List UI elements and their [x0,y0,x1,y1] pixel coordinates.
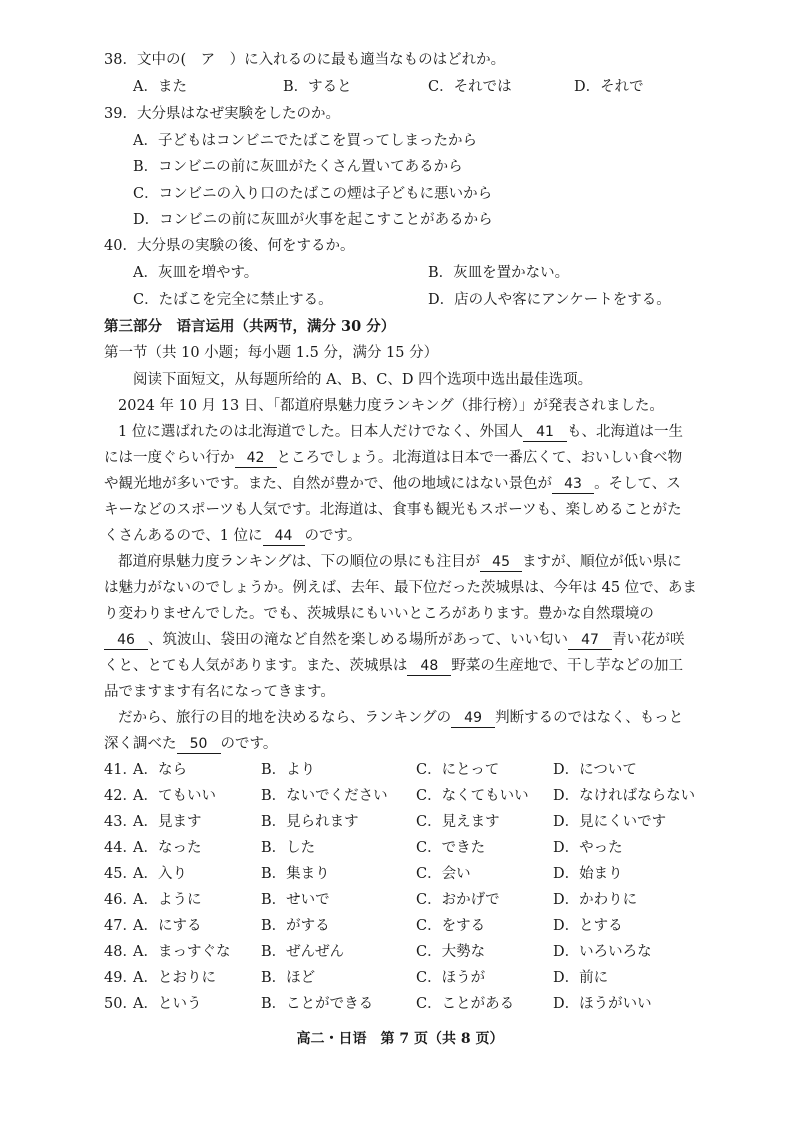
choice-d: D．いろいろな [553,944,652,960]
passage-text: や観光地が多いです。また、自然が豊かで、他の地域にはない景色が [104,476,553,492]
choice-a: A．なった [133,840,202,856]
choice-c: C．見えます [416,814,500,830]
passage-line-2 [118,422,683,442]
blank-45: 45 [480,553,522,572]
choice-a: A．という [133,996,202,1012]
choice-number: 41． [104,762,137,778]
passage-text: 都道府県魅力度ランキングは、下の順位の県にも注目が [118,554,481,570]
choice-d: D．とする [553,918,623,934]
choice-number: 44． [104,840,137,856]
choice-number: 50． [104,996,137,1012]
passage-line-6 [104,526,361,546]
q40-option-a: A．灰皿を増やす。 [133,265,259,281]
q38-option-b: B．すると [283,79,352,95]
q39-stem: 39．大分県はなぜ実験をしたのか。 [104,106,340,122]
q40-option-c: C．たばこを完全に禁止する。 [133,292,333,308]
choice-d: D．始まり [553,866,623,882]
choice-c: C．大勢な [416,944,486,960]
choice-b: B．見られます [261,814,359,830]
choice-number: 46． [104,892,137,908]
choice-c: C．なくてもいい [416,788,529,804]
passage-line-3 [104,448,682,468]
passage-text: 野菜の生産地で、干し芋などの加工 [451,658,684,674]
choice-a: A．にする [133,918,202,934]
choice-a: A．とおりに [133,970,216,986]
passage-text: のです。 [220,736,278,752]
q39-option-d: D．コンビニの前に灰皿が火事を起こすことがあるから [133,212,493,228]
passage-text: 、筑波山、袋田の滝など自然を楽しめる場所があって、いい匂い [148,632,569,648]
passage-text: のです。 [304,528,362,544]
blank-47: 47 [568,631,612,650]
passage-text: ますが、順位が低い県に [522,554,682,570]
passage-line-11 [104,656,683,676]
q39-option-b: B．コンビニの前に灰皿がたくさん置いてあるから [133,159,463,175]
choice-c: C．をする [416,918,486,934]
q38-option-d: D．それで [574,79,644,95]
passage-text: 。そして、ス [594,476,681,492]
choice-c: C．にとって [416,762,500,778]
choice-b: B．ぜんぜん [261,944,345,960]
blank-43: 43 [552,475,594,494]
instruction: 阅读下面短文，从每题所给的 A、B、C、D 四个选项中选出最佳选项。 [133,372,593,388]
choice-a: A．てもいい [133,788,216,804]
passage-text: には一度ぐらい行か [104,450,235,466]
choice-number: 49． [104,970,137,986]
passage-text: 深く調べた [104,736,177,752]
passage-text: くと、とても人気があります。また、茨城県は [104,658,408,674]
passage-line-9: り変わりませんでした。でも、茨城県にもいいところがあります。豊かな自然環境の [104,606,654,622]
section1-heading: 第一节（共 10 小题；每小题 1.5 分，满分 15 分） [104,345,439,361]
passage-line-1: 2024 年 10 月 13 日、「都道府県魅力度ランキング（排行榜）」が発表されました。 [118,398,664,414]
passage-line-7 [118,552,682,572]
blank-42: 42 [235,449,277,468]
choice-b: B．より [261,762,316,778]
passage-text: 1 位に選ばれたのは北海道でした。日本人だけでなく、外国人 [118,424,524,440]
q39-option-a: A．子どもはコンビニでたばこを買ってしまったから [133,133,477,149]
choice-b: B．した [261,840,316,856]
choice-d: D．かわりに [553,892,638,908]
q40-stem: 40．大分県の実験の後、何をするか。 [104,238,355,254]
choice-c: C．ほうが [416,970,486,986]
choice-c: C．できた [416,840,486,856]
q40-option-b: B．灰皿を置かない。 [428,265,570,281]
passage-text: ところでしょう。北海道は日本で一番広くて、おいしい食べ物 [276,450,683,466]
choice-d: D．について [553,762,637,778]
passage-line-4 [104,474,681,494]
blank-50: 50 [177,735,221,754]
passage-line-14 [104,734,277,754]
part3-heading: 第三部分 语言运用（共两节，满分 30 分） [104,318,396,335]
passage-text: だから、旅行の目的地を決めるなら、ランキングの [118,710,452,726]
choice-b: B．せいで [261,892,330,908]
choice-b: B．ほど [261,970,316,986]
choice-d: D．ほうがいい [553,996,652,1012]
choice-c: C．ことがある [416,996,515,1012]
blank-46: 46 [104,631,148,650]
passage-text: くさんあるので、1 位に [104,528,263,544]
choice-c: C．おかげで [416,892,500,908]
choice-number: 43． [104,814,137,830]
passage-line-13 [118,708,683,728]
choice-a: A．入り [133,866,187,882]
choice-b: B．がする [261,918,330,934]
passage-text: 判断するのではなく、もっと [495,710,684,726]
choice-d: D．なければならない [553,788,696,804]
passage-text: 青い花が咲 [612,632,685,648]
choice-b: B．ないでください [261,788,388,804]
choice-number: 47． [104,918,137,934]
choice-b: B．ことができる [261,996,374,1012]
choice-d: D．見にくいです [553,814,667,830]
q38-stem: 38．文中の( ア ）に入れるのに最も適当なものはどれか。 [104,52,506,68]
page-footer: 高二・日语 第 7 页（共 8 页） [296,1031,504,1047]
choice-number: 42． [104,788,137,804]
passage-line-12: 品でますます有名になってきます。 [104,684,335,700]
choice-c: C．会い [416,866,471,882]
choice-a: A．見ます [133,814,202,830]
passage-text: も、北海道は一生 [567,424,684,440]
q39-option-c: C．コンビニの入り口のたばこの煙は子どもに悪いから [133,186,493,202]
choice-number: 45． [104,866,137,882]
choice-b: B．集まり [261,866,330,882]
choice-a: A．まっすぐな [133,944,231,960]
q40-option-d: D．店の人や客にアンケートをする。 [428,292,671,308]
passage-line-8: は魅力がないのでしょうか。例えば、去年、最下位だった茨城県は、今年は 45 位で、あま [104,580,697,596]
blank-44: 44 [263,527,305,546]
q38-option-a: A．また [133,79,187,95]
passage-line-10 [104,630,685,650]
choice-a: A．ように [133,892,202,908]
choice-a: A．なら [133,762,187,778]
q38-option-c: C．それでは [428,79,512,95]
choice-number: 48． [104,944,137,960]
blank-41: 41 [523,423,567,442]
choice-d: D．やった [553,840,623,856]
blank-48: 48 [407,657,451,676]
passage-line-5: キーなどのスポーツも人気です。北海道は、食事も観光もスポーツも、楽しめることがた [104,502,682,518]
blank-49: 49 [451,709,495,728]
choice-d: D．前に [553,970,609,986]
